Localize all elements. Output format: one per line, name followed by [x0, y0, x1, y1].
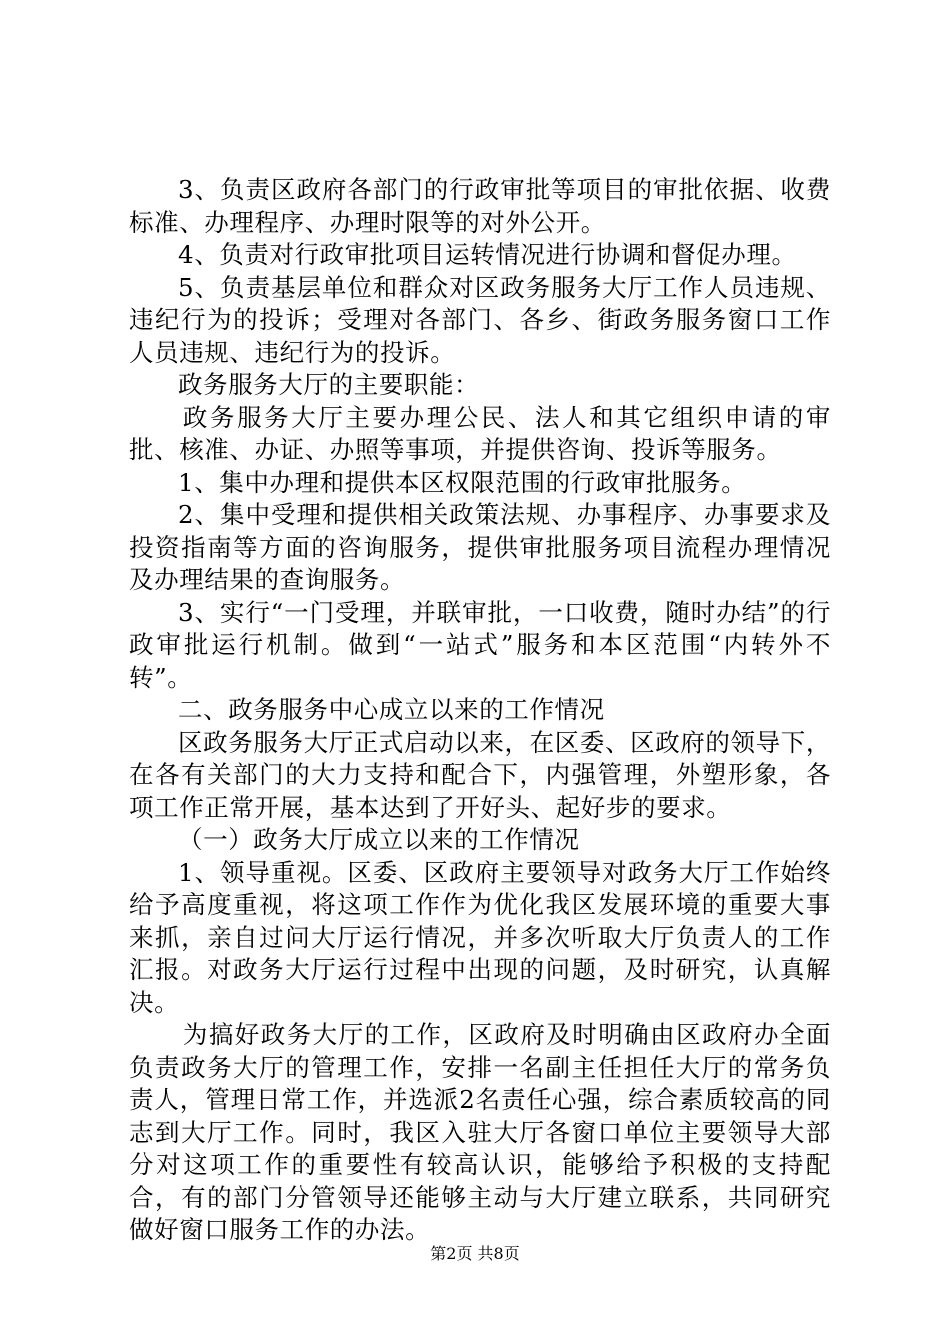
section-heading-functions: 政务服务大厅的主要职能： [178, 370, 480, 399]
paragraph-function-3: 3、实行“一门受理，并联审批，一口收费，随时办结”的行政审批运行机制。做到“一站式”服务和本区范围“内转外不转”。 [129, 597, 831, 692]
page-number-label: 第2页 共8页 [430, 1244, 520, 1263]
document-body [129, 174, 831, 1247]
paragraph-functions-intro: 政务服务大厅主要办理公民、法人和其它组织申请的审批、核准、办证、办照等事项，并提供咨询、投诉等服务。 [129, 402, 831, 464]
paragraph-item-3: 3、负责区政府各部门的行政审批等项目的审批依据、收费标准、办理程序、办理时限等的对外公开。 [129, 175, 831, 237]
subsection-heading-one: （一）政务大厅成立以来的工作情况 [178, 825, 580, 854]
paragraph-function-1: 1、集中办理和提供本区权限范围的行政审批服务。 [178, 467, 747, 497]
paragraph-section-two-intro: 区政务服务大厅正式启动以来，在区委、区政府的领导下，在各有关部门的大力支持和配合下，内强管理，外塑形象，各项工作正常开展，基本达到了开好头、起好步的要求。 [129, 727, 831, 822]
section-heading-two: 二、政务服务中心成立以来的工作情况 [178, 695, 605, 724]
paragraph-leadership: 1、领导重视。区委、区政府主要领导对政务大厅工作始终给予高度重视，将这项工作作为优化我区发展环境的重要大事来抓，亲自过问大厅运行情况，并多次听取大厅负责人的工作汇报。对政务大厅运行过程中出现的问题，及时研究，认真解决。 [129, 857, 831, 1017]
paragraph-function-2: 2、集中受理和提供相关政策法规、办事程序、办事要求及投资指南等方面的咨询服务，提供审批服务项目流程办理情况及办理结果的查询服务。 [129, 500, 831, 594]
paragraph-management: 为搞好政务大厅的工作，区政府及时明确由区政府办全面负责政务大厅的管理工作，安排一名副主任担任大厅的常务负责人，管理日常工作，并选派2名责任心强，综合素质较高的同志到大厅工作。同时，我区入驻大厅各窗口单位主要领导大部分对这项工作的重要性有较高认识，能够给予积极的支持配合，有的部门分管领导还能够主动与大厅建立联系，共同研究做好窗口服务工作的办法。 [129, 1020, 831, 1244]
page-footer [0, 1244, 950, 1264]
paragraph-item-5: 5、负责基层单位和群众对区政务服务大厅工作人员违规、违纪行为的投诉；受理对各部门、各乡、街政务服务窗口工作人员违规、违纪行为的投诉。 [129, 272, 831, 367]
paragraph-item-4: 4、负责对行政审批项目运转情况进行协调和督促办理。 [178, 240, 797, 269]
